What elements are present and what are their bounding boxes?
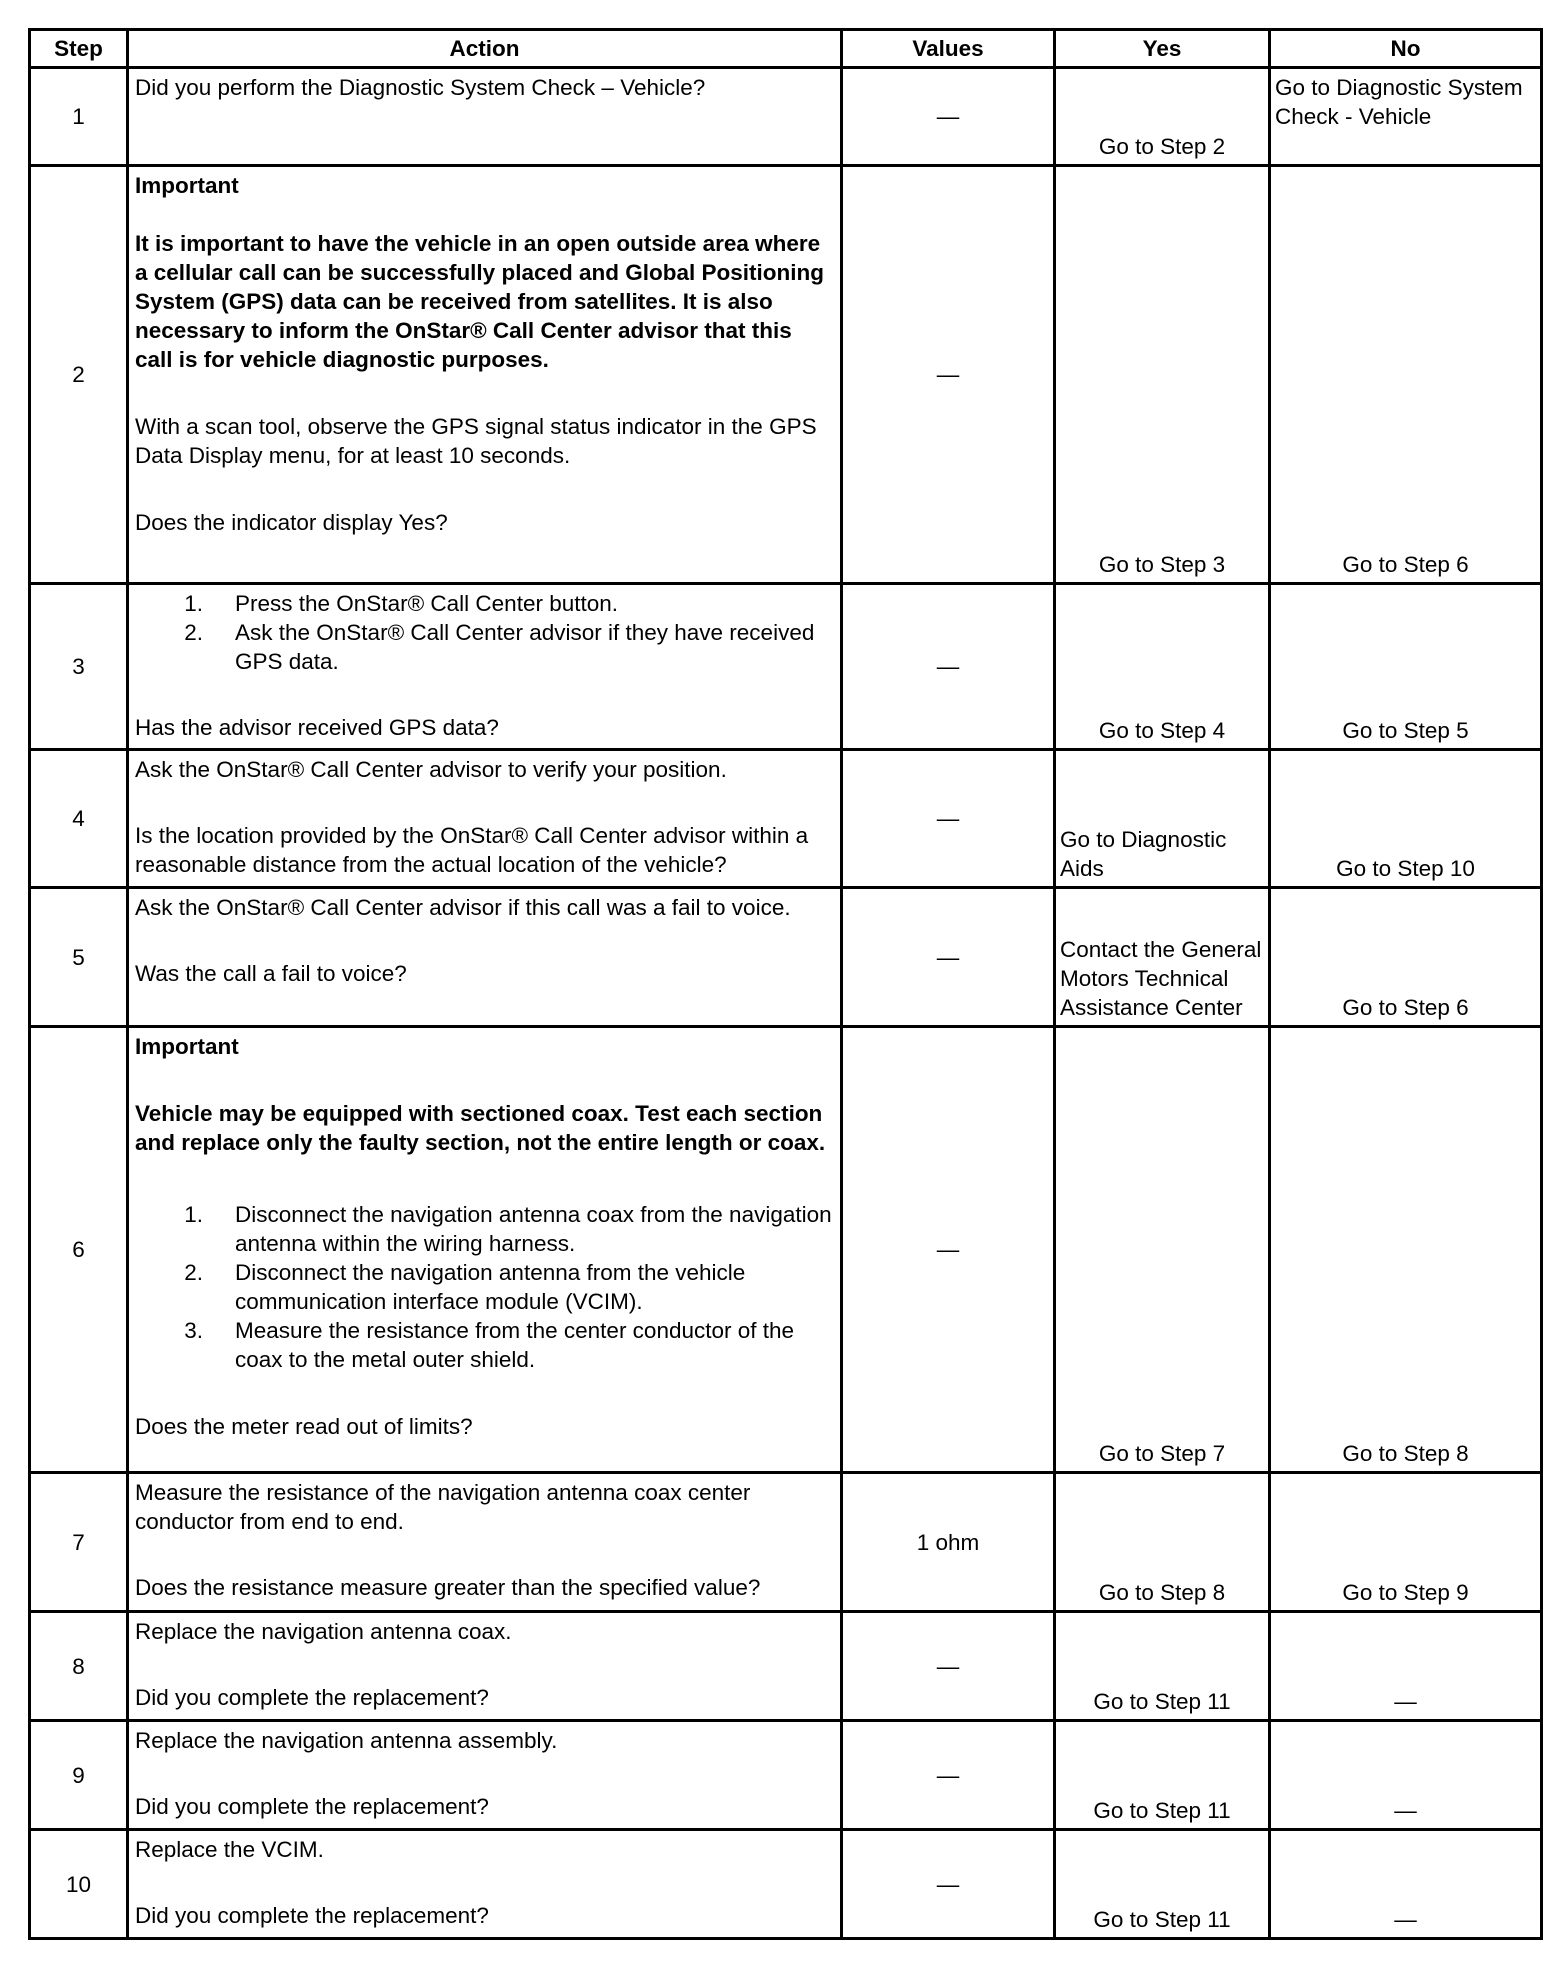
action-cell: [128, 888, 842, 1027]
action-instruction: Ask the OnStar® Call Center advisor if this call was a fail to voice.: [135, 895, 791, 920]
list-item: [135, 589, 834, 618]
list-item-number: 1.: [184, 1202, 203, 1227]
yes-cell: Go to Step 8: [1055, 1473, 1270, 1612]
action-cell: [128, 1830, 842, 1939]
yes-cell: Go to Diagnostic Aids: [1055, 750, 1270, 888]
step-number: 1: [30, 68, 128, 166]
action-cell: [128, 1473, 842, 1612]
no-cell: Go to Step 6: [1270, 166, 1542, 584]
value-cell: —: [842, 166, 1055, 584]
action-question: Is the location provided by the OnStar® Call Center advisor within a reasonable distance from the actual location of the vehicle?: [135, 823, 809, 877]
yes-cell: Go to Step 7: [1055, 1027, 1270, 1473]
value-cell: —: [842, 68, 1055, 166]
action-question: Did you perform the Diagnostic System Check – Vehicle?: [135, 75, 706, 100]
no-cell: —: [1270, 1721, 1542, 1830]
yes-cell: Contact the General Motors Technical Assistance Center: [1055, 888, 1270, 1027]
no-cell: —: [1270, 1612, 1542, 1721]
diagnostic-steps-table: [28, 28, 1543, 1940]
table-row: [30, 1473, 1542, 1612]
header-no: No: [1270, 30, 1542, 68]
no-cell: Go to Step 5: [1270, 584, 1542, 750]
action-question: Does the resistance measure greater than the specified value?: [135, 1575, 761, 1600]
list-item-number: 1.: [184, 591, 203, 616]
action-instruction: With a scan tool, observe the GPS signal status indicator in the GPS Data Display menu, for at least 10 seconds.: [135, 414, 817, 468]
action-question: Did you complete the replacement?: [135, 1685, 489, 1710]
step-number: 4: [30, 750, 128, 888]
action-instruction: Replace the navigation antenna coax.: [135, 1619, 512, 1644]
value-cell: —: [842, 888, 1055, 1027]
action-question: Does the indicator display Yes?: [135, 510, 448, 535]
action-cell: [128, 750, 842, 888]
list-item-number: 2.: [184, 1260, 203, 1285]
list-item-text: Disconnect the navigation antenna coax from the navigation antenna within the wiring harness.: [235, 1202, 832, 1256]
list-item-text: Press the OnStar® Call Center button.: [235, 591, 619, 616]
important-heading: Important: [135, 1034, 239, 1059]
yes-cell: Go to Step 4: [1055, 584, 1270, 750]
no-cell: Go to Step 8: [1270, 1027, 1542, 1473]
header-action: Action: [128, 30, 842, 68]
yes-cell: Go to Step 11: [1055, 1830, 1270, 1939]
step-number: 5: [30, 888, 128, 1027]
no-cell: Go to Step 10: [1270, 750, 1542, 888]
table-row: [30, 166, 1542, 584]
table-row: [30, 1027, 1542, 1473]
action-question: Did you complete the replacement?: [135, 1794, 489, 1819]
action-instruction: Measure the resistance of the navigation antenna coax center conductor from end to end.: [135, 1480, 751, 1534]
list-item: [135, 1200, 834, 1258]
action-cell: [128, 1027, 842, 1473]
value-cell: —: [842, 1027, 1055, 1473]
action-cell: [128, 1612, 842, 1721]
value-cell: —: [842, 584, 1055, 750]
procedure-list: [135, 589, 834, 676]
step-number: 7: [30, 1473, 128, 1612]
table-row: [30, 1612, 1542, 1721]
list-item-text: Ask the OnStar® Call Center advisor if they have received GPS data.: [235, 620, 815, 674]
action-cell: [128, 584, 842, 750]
value-cell: —: [842, 750, 1055, 888]
yes-cell: Go to Step 3: [1055, 166, 1270, 584]
action-question: Has the advisor received GPS data?: [135, 715, 499, 740]
no-cell: Go to Step 6: [1270, 888, 1542, 1027]
step-number: 6: [30, 1027, 128, 1473]
value-cell: —: [842, 1721, 1055, 1830]
table-row: [30, 68, 1542, 166]
action-instruction: Replace the VCIM.: [135, 1837, 324, 1862]
diagnostic-table-sheet: [28, 28, 1540, 1940]
step-number: 10: [30, 1830, 128, 1939]
value-cell: —: [842, 1830, 1055, 1939]
action-cell: [128, 166, 842, 584]
step-number: 2: [30, 166, 128, 584]
action-instruction: Replace the navigation antenna assembly.: [135, 1728, 558, 1753]
important-text: It is important to have the vehicle in an open outside area where a cellular call can be successfully placed and Global Positioning System (GPS) data can be received from satellites. It is also necessary to inform the OnStar® Call Center advisor that this call is for vehicle diagnostic purposes.: [135, 231, 824, 372]
action-question: Did you complete the replacement?: [135, 1903, 489, 1928]
list-item-text: Measure the resistance from the center conductor of the coax to the metal outer shield.: [235, 1318, 795, 1372]
action-instruction: Ask the OnStar® Call Center advisor to verify your position.: [135, 757, 727, 782]
action-question: Does the meter read out of limits?: [135, 1414, 473, 1439]
table-row: [30, 1830, 1542, 1939]
list-item: [135, 1316, 834, 1374]
list-item: [135, 618, 834, 676]
table-header-row: [30, 30, 1542, 68]
action-cell: [128, 1721, 842, 1830]
important-text: Vehicle may be equipped with sectioned coax. Test each section and replace only the faulty section, not the entire length or coax.: [135, 1101, 826, 1155]
procedure-list: [135, 1200, 834, 1374]
list-item-number: 3.: [184, 1318, 203, 1343]
step-number: 9: [30, 1721, 128, 1830]
no-cell: Go to Step 9: [1270, 1473, 1542, 1612]
important-heading: Important: [135, 173, 239, 198]
yes-cell: Go to Step 11: [1055, 1612, 1270, 1721]
header-values: Values: [842, 30, 1055, 68]
table-row: [30, 584, 1542, 750]
list-item-number: 2.: [184, 620, 203, 645]
list-item: [135, 1258, 834, 1316]
no-cell: Go to Diagnostic System Check - Vehicle: [1270, 68, 1542, 166]
no-cell: —: [1270, 1830, 1542, 1939]
header-step: Step: [30, 30, 128, 68]
table-row: [30, 1721, 1542, 1830]
header-yes: Yes: [1055, 30, 1270, 68]
table-row: [30, 888, 1542, 1027]
table-row: [30, 750, 1542, 888]
action-cell: [128, 68, 842, 166]
step-number: 3: [30, 584, 128, 750]
step-number: 8: [30, 1612, 128, 1721]
value-cell: —: [842, 1612, 1055, 1721]
list-item-text: Disconnect the navigation antenna from the vehicle communication interface module (VCIM).: [235, 1260, 746, 1314]
value-cell: 1 ohm: [842, 1473, 1055, 1612]
yes-cell: Go to Step 2: [1055, 68, 1270, 166]
yes-cell: Go to Step 11: [1055, 1721, 1270, 1830]
action-question: Was the call a fail to voice?: [135, 961, 407, 986]
